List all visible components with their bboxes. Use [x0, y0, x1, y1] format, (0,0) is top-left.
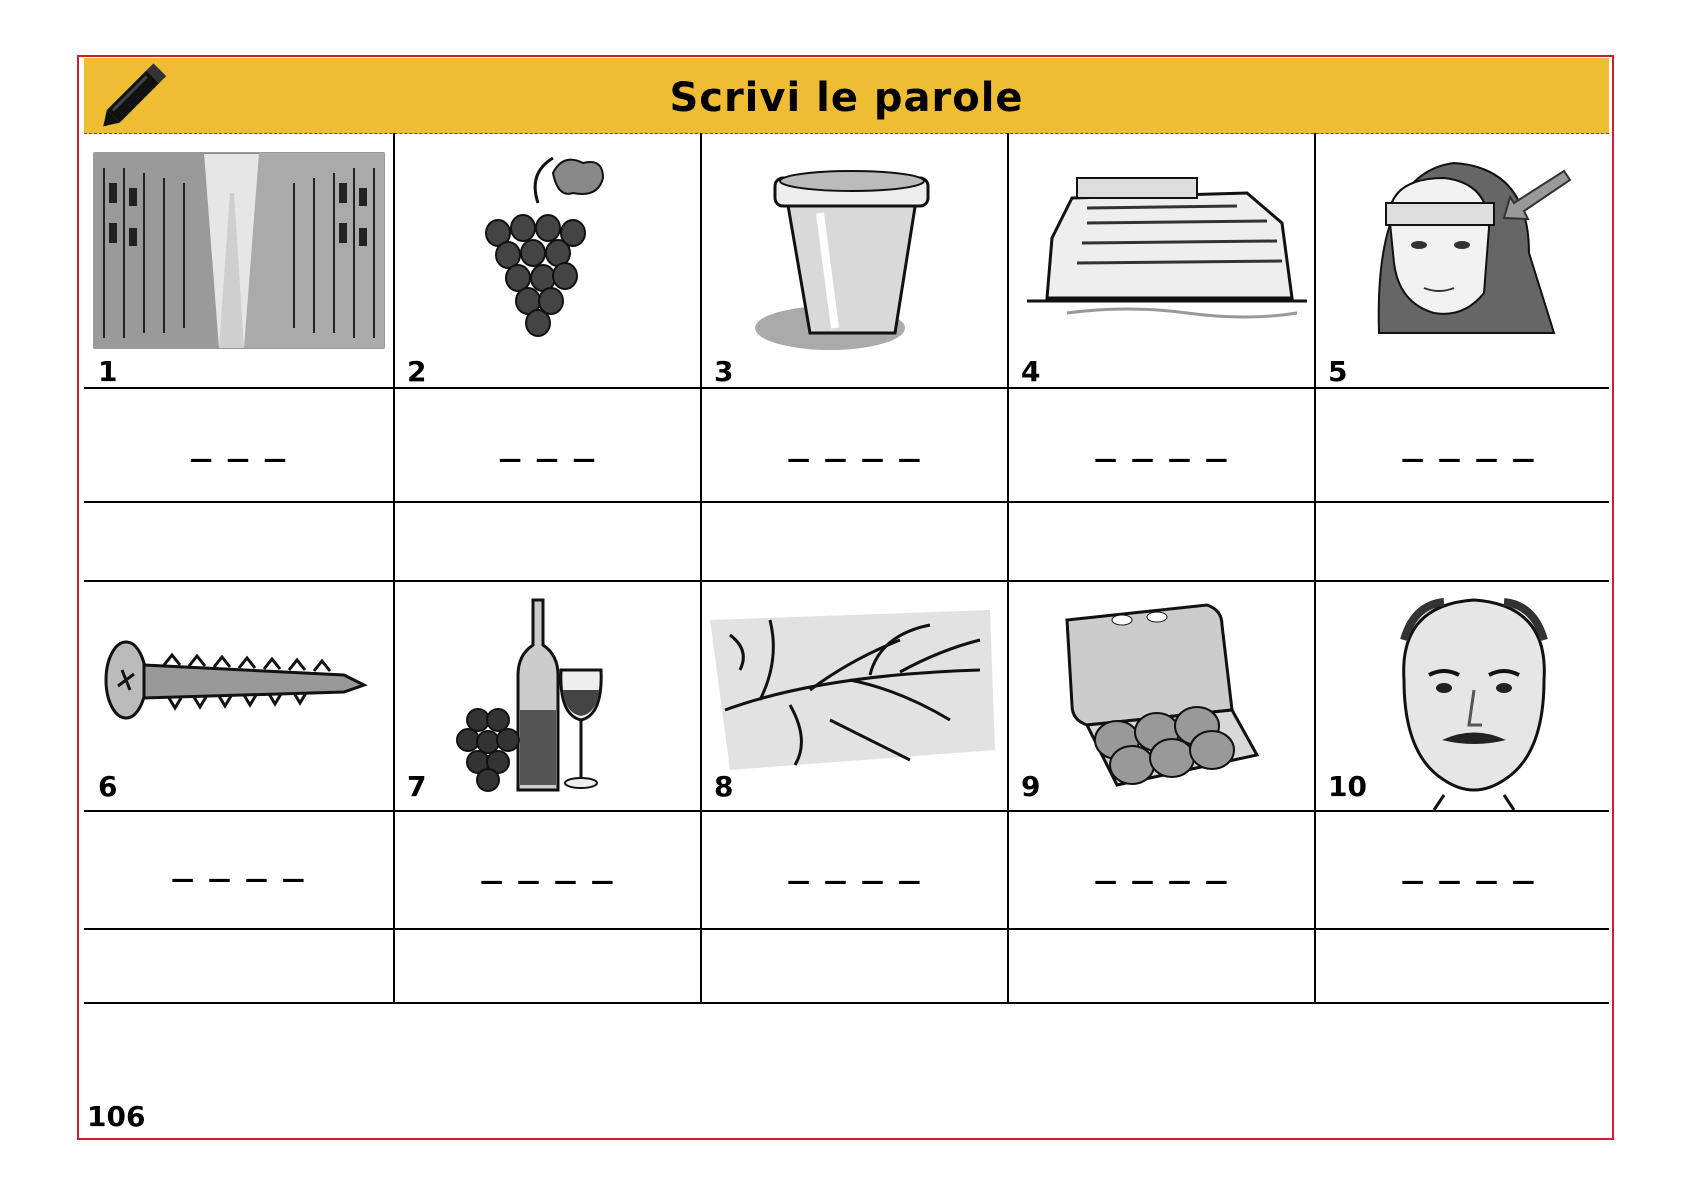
item-number: 9	[1021, 770, 1041, 803]
letter-blanks: _ _ _	[499, 423, 593, 463]
grid-line	[84, 387, 1609, 389]
letter-blanks: _ _ _ _	[172, 843, 302, 883]
item-number: 1	[98, 355, 118, 388]
item-number: 8	[714, 770, 734, 803]
screw-image	[84, 580, 390, 810]
branch-image	[700, 580, 1006, 810]
grid-line	[84, 501, 1609, 503]
letter-blanks: _ _ _ _	[1402, 423, 1532, 463]
letter-blanks: _ _ _ _	[788, 423, 918, 463]
letter-blanks: _ _ _ _	[481, 845, 611, 885]
item-number: 4	[1021, 355, 1041, 388]
item-number: 2	[407, 355, 427, 388]
letter-blanks: _ _ _ _	[1402, 845, 1532, 885]
wine-image	[393, 580, 699, 810]
ship-image	[1007, 133, 1313, 363]
letter-blanks: _ _ _ _	[1095, 423, 1225, 463]
letter-blanks: _ _ _ _	[788, 845, 918, 885]
page-number: 106	[87, 1100, 146, 1133]
grid-line	[84, 810, 1609, 812]
grid-line	[84, 928, 1609, 930]
title-banner	[84, 58, 1609, 134]
letter-blanks: _ _ _ _	[1095, 845, 1225, 885]
eggs-image	[1007, 580, 1313, 810]
item-number: 3	[714, 355, 734, 388]
grid-line	[84, 1002, 1609, 1004]
pencil-icon	[88, 53, 178, 138]
street-city-image	[84, 133, 390, 363]
nun-veil-image	[1314, 133, 1620, 363]
item-number: 5	[1328, 355, 1348, 388]
item-number: 6	[98, 770, 118, 803]
item-number: 10	[1328, 770, 1367, 803]
flowerpot-image	[700, 133, 1006, 363]
exercise-grid	[84, 133, 1609, 1003]
letter-blanks: _ _ _	[190, 423, 284, 463]
item-number: 7	[407, 770, 427, 803]
grapes-image	[393, 133, 699, 363]
page-title: Scrivi le parole	[669, 75, 1024, 121]
